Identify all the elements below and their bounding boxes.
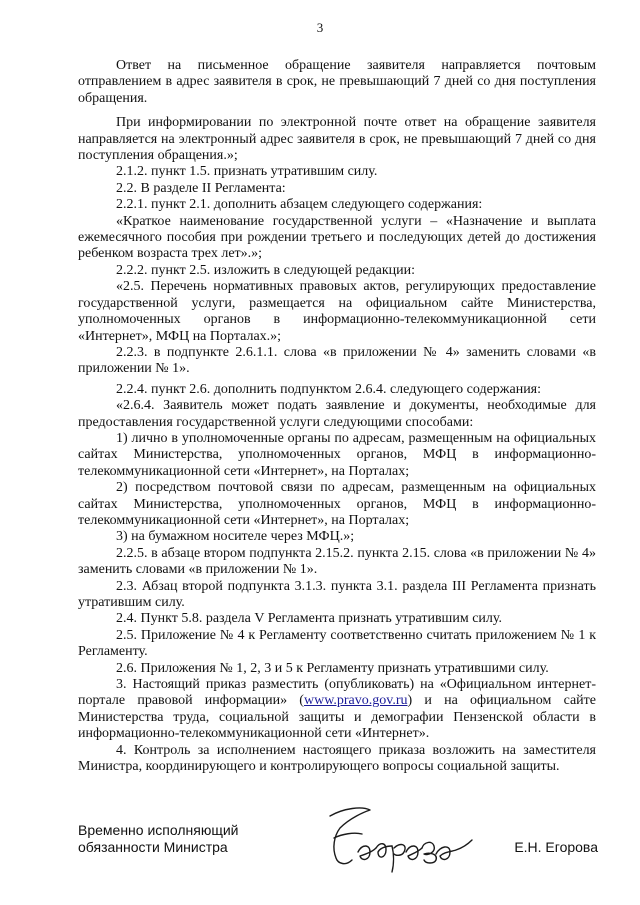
paragraph: 1) лично в уполномоченные органы по адресам, размещенным на официальных сайтах Министерства, уполномоченных органов, МФЦ в информационно-телекоммуникационной сети «Интернет», на Порталах;	[78, 430, 596, 479]
paragraph: 2.5. Приложение № 4 к Регламенту соответственно считать приложением № 1 к Регламенту.	[78, 627, 596, 660]
signatory-title-line1: Временно исполняющий	[78, 822, 239, 838]
paragraph: 2.2.1. пункт 2.1. дополнить абзацем следующего содержания:	[116, 197, 483, 213]
paragraph: 2.3. Абзац второй подпункта 3.1.3. пункта 3.1. раздела III Регламента признать утратившим силу.	[78, 578, 596, 610]
paragraph: 2.2.5. в абзаце втором подпункта 2.15.2. пункта 2.15. слова «в приложении № 4» заменить словами «в приложении № 1».	[78, 545, 596, 578]
paragraph: 3) на бумажном носителе через МФЦ.»;	[116, 529, 355, 545]
signatory-title-line2: обязанности Министра	[78, 839, 228, 855]
item3-text-before: 3. Настоящий приказ разместить (опубликовать) на «Официальном интернет-портале правовой информации» (	[78, 677, 596, 709]
paragraph: 2.2.3. в подпункте 2.6.1.1. слова «в приложении № 4» заменить словами «в приложении № 1».	[78, 344, 596, 377]
handwritten-signature	[310, 802, 480, 876]
paragraph: 4. Контроль за исполнением настоящего приказа возложить на заместителя Министра, координирующего и контролирующего вопросы социальной защиты.	[78, 742, 596, 775]
page-number: 3	[316, 20, 324, 35]
paragraph: 2.1.2. пункт 1.5. признать утратившим силу.	[116, 164, 378, 180]
paragraph: 2.2.2. пункт 2.5. изложить в следующей редакции:	[116, 262, 415, 278]
paragraph: При информировании по электронной почте ответ на обращение заявителя направляется на электронный адрес заявителя в срок, не превышающий 7 дней со дня поступления обращения.»;	[78, 115, 596, 164]
paragraph: 2.2. В разделе II Регламента:	[116, 180, 286, 196]
paragraph: 2.4. Пункт 5.8. раздела V Регламента признать утратившим силу.	[116, 611, 502, 627]
paragraph-item-3	[78, 677, 596, 743]
paragraph: Ответ на письменное обращение заявителя направляется почтовым отправлением в адрес заявителя в срок, не превышающий 7 дней со дня поступления обращения.	[78, 58, 596, 106]
item3-text-after: ) и на официальном сайте Министерства труда, социальной защиты и демографии Пензенской области в информационно-телекоммуникационной сети «Интернет».	[78, 693, 597, 742]
signature-block	[78, 822, 598, 882]
signatory-title	[78, 822, 238, 856]
paragraph: «2.5. Перечень нормативных правовых актов, регулирующих предоставление государственной услуги, размещается на официальном сайте Министерства, уполномоченных органов в информационно-телекоммуникационной сети «Интернет», МФЦ на Порталах.»;	[78, 279, 596, 344]
pravo-gov-link[interactable]: www.pravo.gov.ru	[303, 693, 408, 709]
paragraph: 2.6. Приложения № 1, 2, 3 и 5 к Регламенту признать утратившими силу.	[116, 660, 549, 676]
paragraph: «2.6.4. Заявитель может подать заявление и документы, необходимые для предоставления государственной услуги следующими способами:	[78, 398, 596, 430]
paragraph: 2) посредством почтовой связи по адресам, размещенным на официальных сайтах Министерства, уполномоченных органов, МФЦ в информационно-телекоммуникационной сети «Интернет», на Порталах;	[78, 480, 596, 528]
signatory-name: Е.Н. Егорова	[514, 839, 598, 855]
document-body	[78, 58, 596, 775]
paragraph: 2.2.4. пункт 2.6. дополнить подпунктом 2.6.4. следующего содержания:	[116, 381, 542, 397]
paragraph: «Краткое наименование государственной услуги – «Назначение и выплата ежемесячного пособия при рождении третьего и последующих детей до достижения ребенком возраста трех лет».»;	[78, 213, 596, 262]
